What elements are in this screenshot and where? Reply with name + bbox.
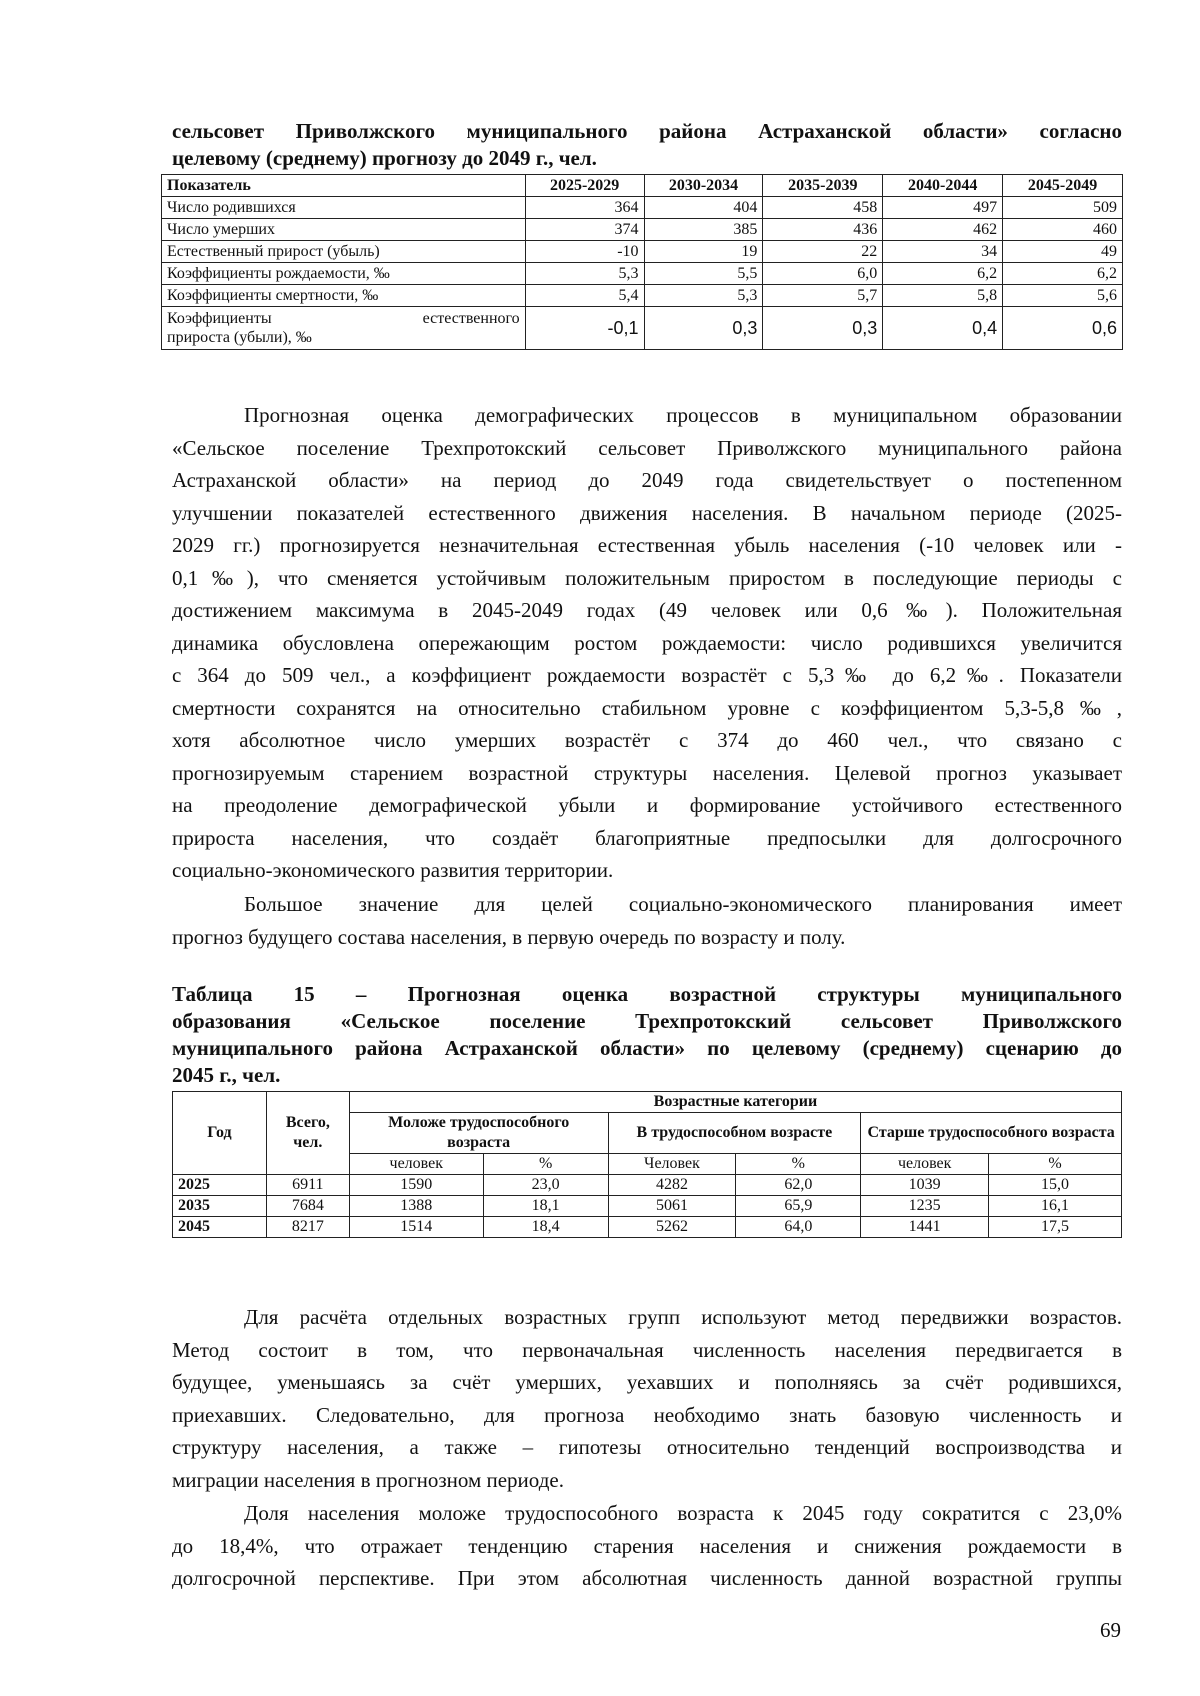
table-cell: 6,2 [883, 263, 1003, 285]
text-line: динамика обусловлена опережающим ростом рождаемости: число родившихся увеличится [172, 630, 1122, 655]
row-label: Естественный прирост (убыль) [162, 241, 526, 263]
text-line: хотя абсолютное число умерших возрастёт с 374 до 460 чел., что связано с [172, 728, 1122, 752]
header-cell: Всего, чел. [266, 1092, 349, 1175]
title-line: целевому (среднему) прогнозу до 2049 г., чел. [172, 146, 597, 170]
text-line: миграции населения в прогнозном периоде. [172, 1467, 564, 1492]
row-label: Коэффициенты смертности, ‰ [162, 285, 526, 307]
table-cell: 18,1 [483, 1196, 608, 1217]
text-line: прироста населения, что создаёт благоприятные предпосылки для долгосрочного [172, 825, 1122, 850]
table-row [162, 241, 1123, 263]
row-label: Число родившихся [162, 197, 526, 219]
header-cell: Моложе трудоспособного возраста [349, 1113, 608, 1154]
header-cell: 2040-2044 [883, 175, 1003, 197]
table-cell: 460 [1003, 219, 1123, 241]
table-cell: 62,0 [736, 1175, 861, 1196]
table-row [173, 1196, 1122, 1217]
table-cell: 5,3 [644, 285, 763, 307]
table-cell: 64,0 [736, 1217, 861, 1238]
header-cell: % [989, 1154, 1122, 1175]
table-cell: 1388 [349, 1196, 483, 1217]
text-line: 2029 гг.) прогнозируется незначительная естественная убыль населения (-10 человек или - [172, 533, 1122, 557]
header-cell: В трудоспособном возрасте [608, 1113, 861, 1154]
table-cell: 1441 [861, 1217, 989, 1238]
text-line: 0,1‰), что сменяется устойчивым положительным приростом в последующие периоды с [172, 565, 1122, 590]
table-cell: 497 [883, 197, 1003, 219]
header-cell: Старше трудоспособного возраста [861, 1113, 1122, 1154]
table-cell: 0,3 [763, 307, 883, 350]
text-line: смертности сохранятся на относительно стабильном уровне с коэффициентом 5,3-5,8‰, [172, 695, 1122, 720]
table-cell: 5,6 [1003, 285, 1123, 307]
table-row [173, 1217, 1122, 1238]
table-cell: 0,3 [644, 307, 763, 350]
table-cell: 65,9 [736, 1196, 861, 1217]
table-row [162, 285, 1123, 307]
text-line: приехавших. Следовательно, для прогноза необходимо знать базовую численность и [172, 1402, 1122, 1427]
title-line: сельсовет Приволжского муниципального района Астраханской области» согласно [172, 119, 1122, 143]
text-line: долгосрочной перспективе. При этом абсолютная численность данной возрастной группы [172, 1566, 1122, 1590]
row-label [162, 307, 526, 350]
row-label: Число умерших [162, 219, 526, 241]
table-row [162, 307, 1123, 350]
header-cell: Человек [608, 1154, 736, 1175]
table-cell: 385 [644, 219, 763, 241]
page-number: 69 [1100, 1618, 1121, 1642]
title-line: образования «Сельское поселение Трехпротокский сельсовет Приволжского [172, 1009, 1122, 1033]
table-cell: 16,1 [989, 1196, 1122, 1217]
header-cell: % [736, 1154, 861, 1175]
table-header-row [173, 1092, 1122, 1113]
table-cell: 6,0 [763, 263, 883, 285]
table-cell: 458 [763, 197, 883, 219]
text-line: Большое значение для целей социально-экономического планирования имеет [244, 892, 1122, 916]
table-cell: 15,0 [989, 1175, 1122, 1196]
table-header-row [162, 175, 1123, 197]
year-cell: 2025 [173, 1175, 267, 1196]
table-cell: 22 [763, 241, 883, 263]
table-row [162, 219, 1123, 241]
table-cell: 364 [525, 197, 644, 219]
text-line: Прогнозная оценка демографических процессов в муниципальном образовании [244, 403, 1122, 427]
natural-movement-table [161, 174, 1123, 350]
header-cell: 2025-2029 [525, 175, 644, 197]
table-cell: 7684 [266, 1196, 349, 1217]
row-label-part: естественного [422, 310, 520, 327]
table-cell: 5061 [608, 1196, 736, 1217]
year-cell: 2045 [173, 1217, 267, 1238]
table-cell: 1039 [861, 1175, 989, 1196]
text-line: будущее, уменьшаясь за счёт умерших, уехавших и пополняясь за счёт родившихся, [172, 1370, 1122, 1394]
text-line: социально-экономического развития территории. [172, 858, 614, 882]
row-label-part: Коэффициенты [167, 310, 272, 327]
header-cell: человек [349, 1154, 483, 1175]
table-cell: 1590 [349, 1175, 483, 1196]
table-cell: 509 [1003, 197, 1123, 219]
header-cell: % [483, 1154, 608, 1175]
table-cell: -10 [525, 241, 644, 263]
table-cell: 5,5 [644, 263, 763, 285]
table-cell: 8217 [266, 1217, 349, 1238]
header-cell: 2045-2049 [1003, 175, 1123, 197]
header-cell: человек [861, 1154, 989, 1175]
title-line: муниципального района Астраханской области» по целевому (среднему) сценарию до [172, 1036, 1122, 1060]
title-line: 2045 г., чел. [172, 1063, 281, 1087]
year-cell: 2035 [173, 1196, 267, 1217]
text-line: на преодоление демографической убыли и формирование устойчивого естественного [172, 793, 1122, 817]
header-cell: 2035-2039 [763, 175, 883, 197]
table-cell: 5,7 [763, 285, 883, 307]
table-row [162, 263, 1123, 285]
text-line: до 18,4%, что отражает тенденцию старения населения и снижения рождаемости в [172, 1533, 1122, 1558]
header-cell: Возрастные категории [349, 1092, 1121, 1113]
table-cell: 0,4 [883, 307, 1003, 350]
text-line: с 364 до 509 чел., а коэффициент рождаемости возрастёт с 5,3‰ до 6,2‰. Показатели [172, 663, 1122, 687]
header-cell: 2030-2034 [644, 175, 763, 197]
table-cell: 6,2 [1003, 263, 1123, 285]
table-row [162, 197, 1123, 219]
table-cell: 404 [644, 197, 763, 219]
table-cell: 5,8 [883, 285, 1003, 307]
table-cell: 23,0 [483, 1175, 608, 1196]
text-line: Астраханской области» на период до 2049 года свидетельствует о постепенном [172, 468, 1122, 492]
table-cell: 462 [883, 219, 1003, 241]
table-cell: 1235 [861, 1196, 989, 1217]
row-label: Коэффициенты рождаемости, ‰ [162, 263, 526, 285]
table-cell: 4282 [608, 1175, 736, 1196]
paragraph [172, 888, 1122, 953]
row-label-part: прироста (убыли), ‰ [167, 329, 312, 346]
table-cell: 6911 [266, 1175, 349, 1196]
age-structure-table [172, 1091, 1122, 1238]
paragraph [172, 399, 1122, 887]
text-line: прогнозируемым старением возрастной структуры населения. Целевой прогноз указывает [172, 760, 1122, 785]
table-cell: 19 [644, 241, 763, 263]
table-cell: 5,4 [525, 285, 644, 307]
table15-title [172, 981, 1122, 1089]
table-cell: 0,6 [1003, 307, 1123, 350]
table-cell: 5262 [608, 1217, 736, 1238]
text-line: Метод состоит в том, что первоначальная численность населения передвигается в [172, 1337, 1122, 1362]
paragraph [172, 1301, 1122, 1496]
text-line: прогноз будущего состава населения, в первую очередь по возрасту и полу. [172, 924, 846, 949]
table-cell: 436 [763, 219, 883, 241]
text-line: «Сельское поселение Трехпротокский сельсовет Приволжского муниципального района [172, 435, 1122, 460]
text-line: улучшении показателей естественного движения населения. В начальном периоде (2025- [172, 500, 1122, 525]
table14-title [172, 118, 1122, 172]
title-line: Таблица 15 – Прогнозная оценка возрастной структуры муниципального [172, 982, 1122, 1006]
table-cell: 17,5 [989, 1217, 1122, 1238]
table-cell: 5,3 [525, 263, 644, 285]
table-row [173, 1175, 1122, 1196]
text-line: Для расчёта отдельных возрастных групп используют метод передвижки возрастов. [244, 1305, 1122, 1329]
table-cell: 1514 [349, 1217, 483, 1238]
paragraph [172, 1497, 1122, 1595]
text-line: достижением максимума в 2045-2049 годах (49 человек или 0,6‰). Положительная [172, 598, 1122, 622]
text-line: структуру населения, а также – гипотезы относительно тенденций воспроизводства и [172, 1435, 1122, 1459]
table-cell: 18,4 [483, 1217, 608, 1238]
table-cell: 34 [883, 241, 1003, 263]
header-cell: Показатель [162, 175, 526, 197]
table-cell: -0,1 [525, 307, 644, 350]
header-cell: Год [173, 1092, 267, 1175]
table-cell: 49 [1003, 241, 1123, 263]
text-line: Доля населения моложе трудоспособного возраста к 2045 году сократится с 23,0% [244, 1501, 1122, 1525]
table-cell: 374 [525, 219, 644, 241]
